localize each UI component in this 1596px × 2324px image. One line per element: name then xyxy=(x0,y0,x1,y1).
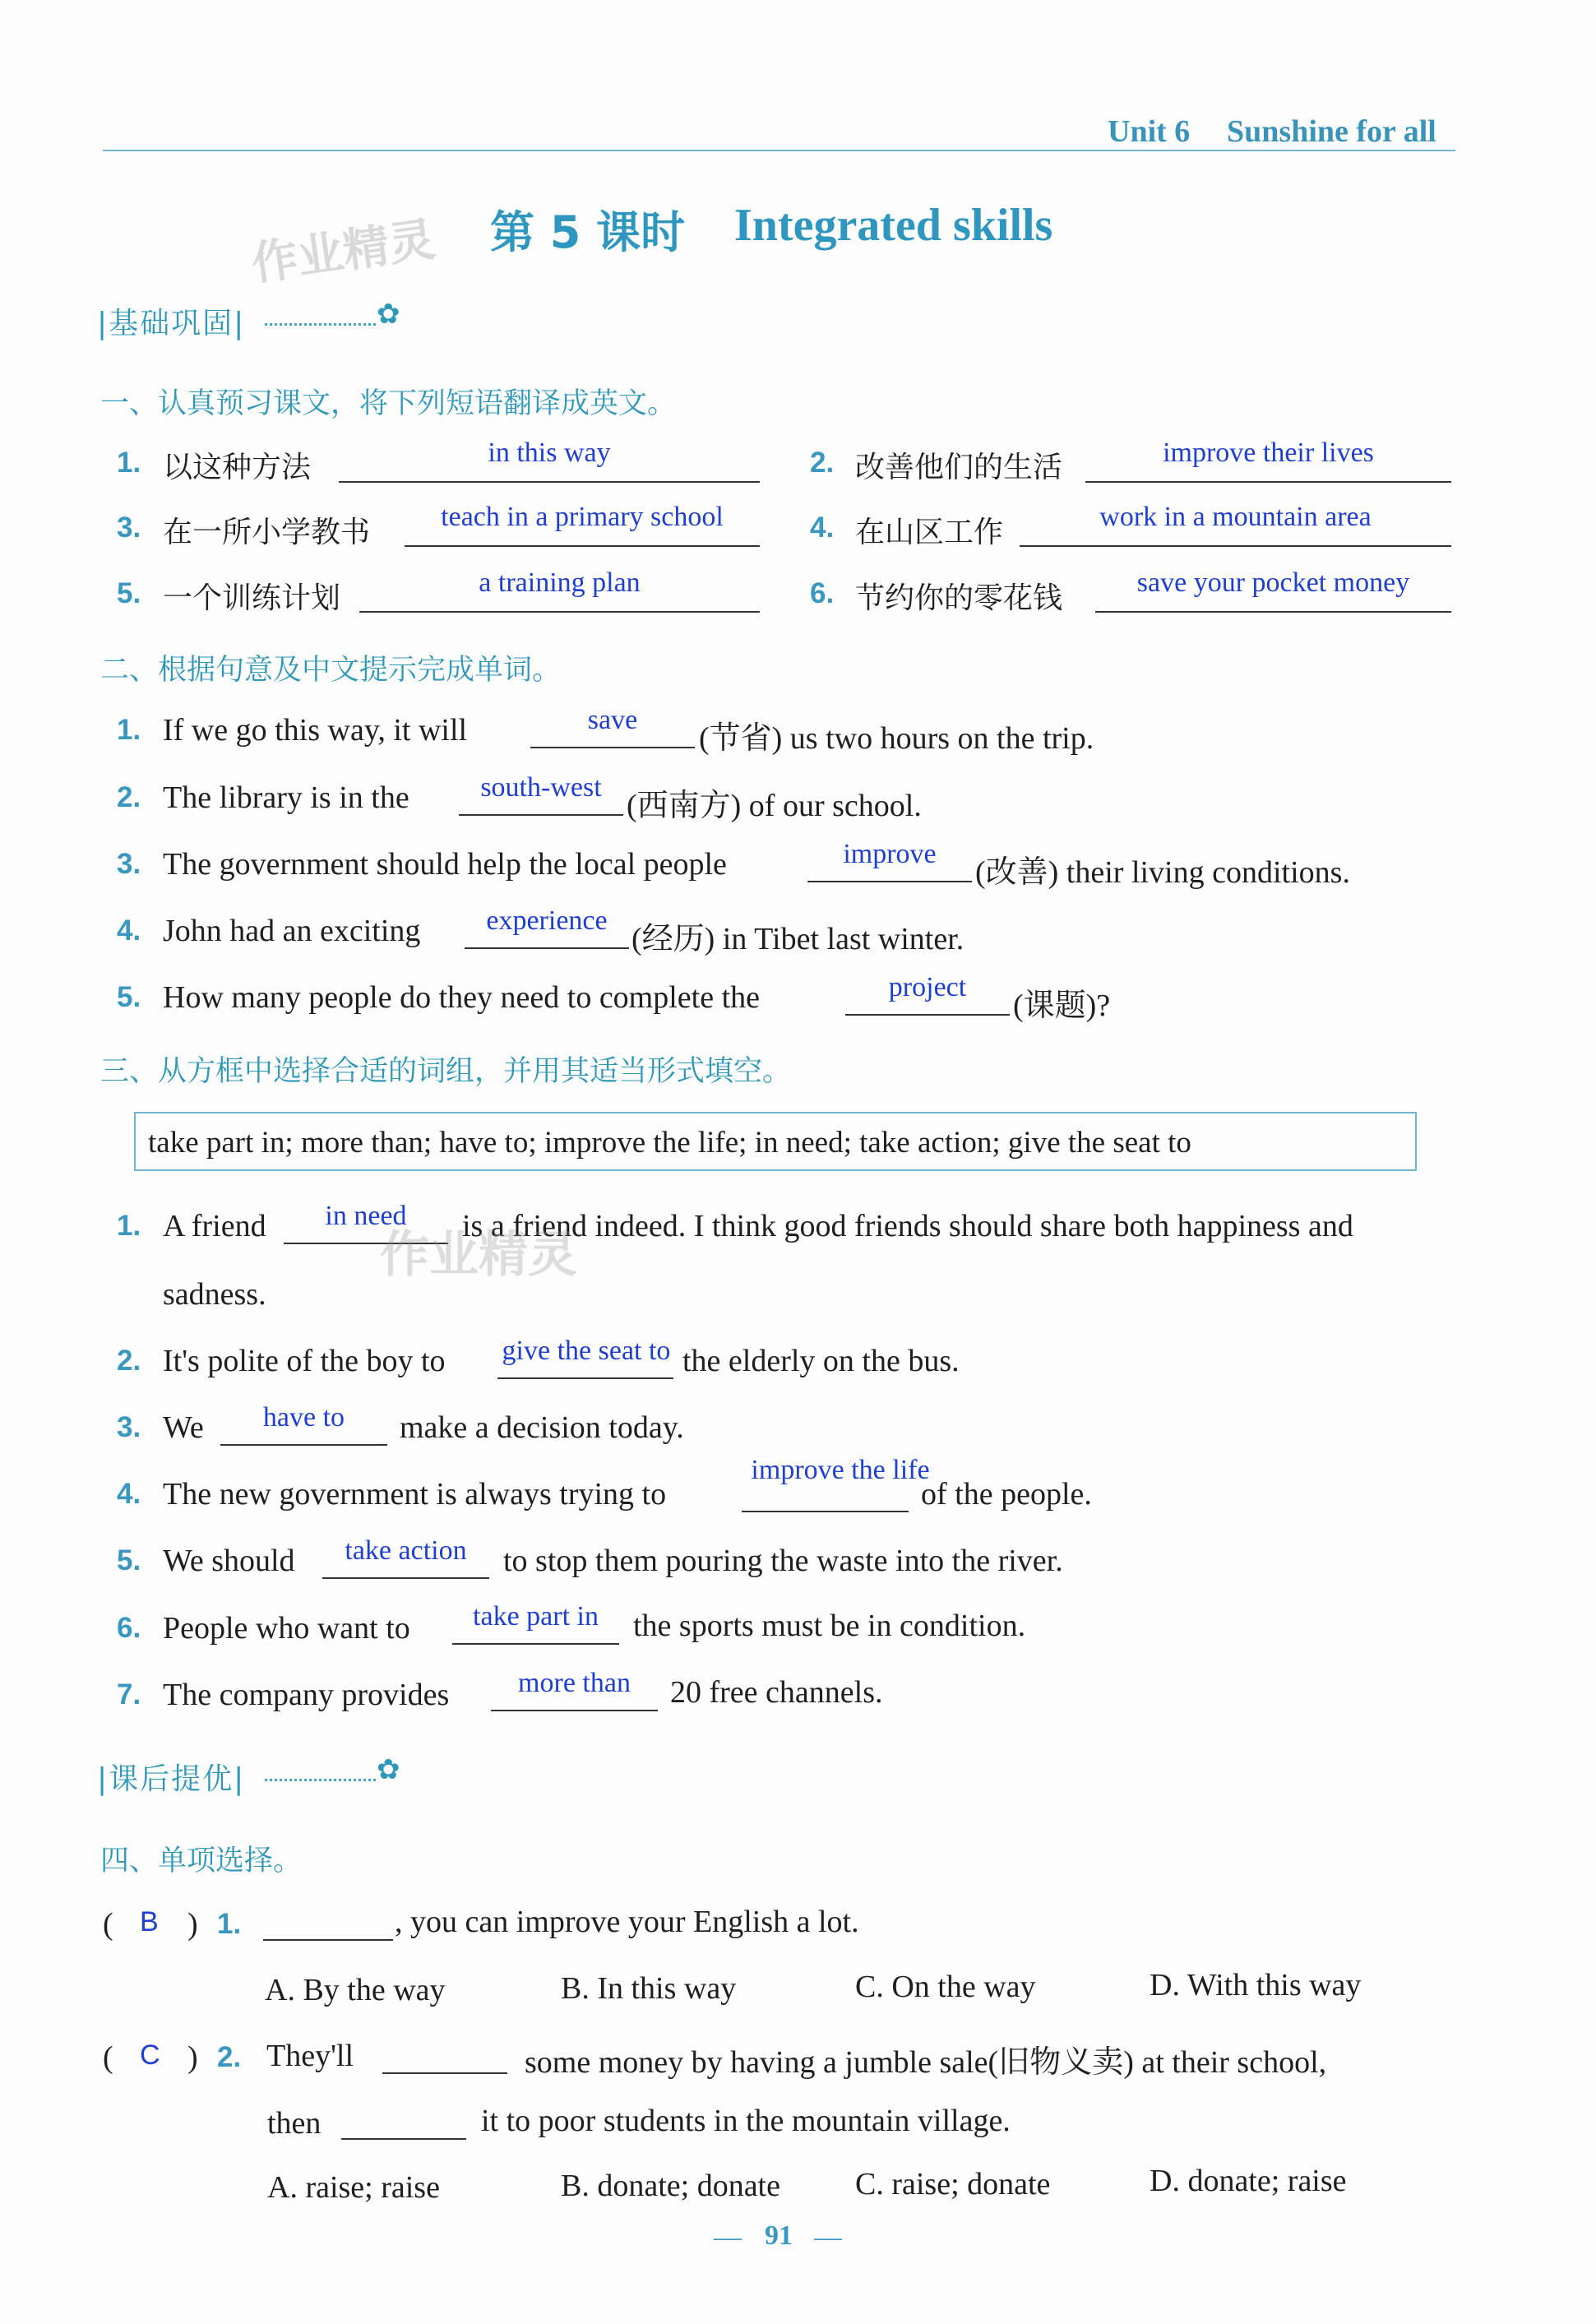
s3-answer: improve the life xyxy=(751,1455,930,1485)
q2-answer: C xyxy=(140,2039,160,2071)
s1-num: 5. xyxy=(117,577,141,609)
q2-pre: They'll xyxy=(266,2039,354,2073)
q1-answer: B xyxy=(140,1906,159,1937)
s3-text-post: is a friend indeed. I think good friends should share both happiness and xyxy=(462,1209,1353,1243)
s3-num: 7. xyxy=(117,1678,141,1711)
s2-num: 2. xyxy=(117,781,141,813)
s2-text-post: (课题)? xyxy=(1013,988,1111,1023)
s3-num: 6. xyxy=(117,1612,141,1644)
answer-blank xyxy=(405,545,760,547)
dotted-line xyxy=(265,323,376,326)
s3-answer: give the seat to xyxy=(502,1336,671,1366)
butterfly-icon: ✿ xyxy=(377,1753,400,1786)
answer-blank xyxy=(382,2072,507,2074)
s2-text-pre: If we go this way, it will xyxy=(163,713,468,748)
answer-blank xyxy=(530,747,695,748)
answer-blank xyxy=(339,481,760,483)
s3-answer: have to xyxy=(262,1402,345,1433)
answer-blank xyxy=(845,1014,1010,1016)
q1-paren: ) xyxy=(187,1907,198,1942)
s1-num: 6. xyxy=(810,577,835,609)
s3-text-post: 20 free channels. xyxy=(670,1675,883,1710)
s1-prompt: 节约你的零花钱 xyxy=(855,581,1063,615)
s3-text-pre: We should xyxy=(163,1544,295,1578)
s3-text-pre: The new government is always trying to xyxy=(163,1477,667,1512)
answer-blank xyxy=(359,611,760,613)
s3-num: 2. xyxy=(117,1345,141,1377)
s3-num: 1. xyxy=(117,1210,141,1242)
answer-blank xyxy=(1020,545,1451,547)
q2-line2-post: it to poor students in the mountain village. xyxy=(481,2104,1011,2138)
s2-num: 5. xyxy=(117,981,141,1013)
q1-option-c: C. On the way xyxy=(855,1970,1036,2004)
s1-answer: a training plan xyxy=(479,567,641,598)
q1-stem: , you can improve your English a lot. xyxy=(395,1905,859,1939)
s3-text-post: to stop them pouring the waste into the river. xyxy=(503,1544,1063,1578)
answer-blank xyxy=(807,881,972,882)
answer-blank xyxy=(742,1511,909,1512)
s3-text-pre: The company provides xyxy=(163,1678,450,1712)
answer-blank xyxy=(263,1939,393,1941)
section-tag-advanced: |课后提优| xyxy=(97,1762,246,1796)
butterfly-icon: ✿ xyxy=(377,298,400,331)
q1-option-a: A. By the way xyxy=(265,1973,446,2007)
q2-option-c: C. raise; donate xyxy=(855,2167,1051,2201)
s2-text-post: (改善) their living conditions. xyxy=(975,855,1350,890)
page-number: 91 xyxy=(765,2220,793,2251)
s1-prompt: 一个训练计划 xyxy=(163,581,341,615)
s3-text-pre: A friend xyxy=(163,1209,266,1243)
section2-heading: 二、根据句意及中文提示完成单词。 xyxy=(100,654,562,687)
q2-stem: some money by having a jumble sale(旧物义卖) at their school, xyxy=(525,2045,1327,2080)
answer-blank xyxy=(220,1444,387,1446)
s2-text-post: (节省) us two hours on the trip. xyxy=(699,721,1094,756)
s1-num: 3. xyxy=(117,512,141,544)
s2-text-pre: John had an exciting xyxy=(163,914,421,948)
s1-prompt: 在一所小学教书 xyxy=(163,516,371,549)
q2-option-d: D. donate; raise xyxy=(1150,2164,1347,2198)
s1-answer: work in a mountain area xyxy=(1099,502,1372,532)
s2-text-post: (西南方) of our school. xyxy=(627,789,922,823)
s2-answer: south-west xyxy=(480,772,602,803)
answer-blank xyxy=(491,1710,658,1711)
s3-text-cont: sadness. xyxy=(163,1277,266,1312)
dotted-line xyxy=(265,1779,376,1781)
s2-text-post: (经历) in Tibet last winter. xyxy=(631,922,965,956)
s2-num: 4. xyxy=(117,914,141,947)
s1-answer: teach in a primary school xyxy=(441,502,724,532)
q2-paren: ) xyxy=(187,2040,198,2075)
section1-heading: 一、认真预习课文，将下列短语翻译成英文。 xyxy=(100,387,677,420)
s1-num: 2. xyxy=(810,447,835,479)
q2-num: 2. xyxy=(217,2041,242,2073)
s3-answer: more than xyxy=(518,1668,631,1698)
q1-paren: ( xyxy=(103,1907,113,1942)
answer-blank xyxy=(459,814,623,816)
s3-num: 5. xyxy=(117,1544,141,1576)
s2-text-pre: The government should help the local people xyxy=(163,847,727,882)
q2-paren: ( xyxy=(103,2040,113,2075)
s3-answer: in need xyxy=(325,1201,407,1231)
answer-blank xyxy=(497,1377,673,1379)
s3-num: 3. xyxy=(117,1411,141,1443)
answer-blank xyxy=(452,1643,619,1645)
lesson-number: 第 5 课时 xyxy=(490,206,686,258)
s2-answer: experience xyxy=(486,905,608,936)
s3-text-pre: People who want to xyxy=(163,1611,410,1646)
lesson-title: Integrated skills xyxy=(734,200,1053,251)
s1-num: 4. xyxy=(810,512,835,544)
s1-answer: save your pocket money xyxy=(1136,567,1410,598)
s1-num: 1. xyxy=(117,447,141,479)
watermark-logo: 作业精灵 xyxy=(380,1226,577,1284)
q1-option-d: D. With this way xyxy=(1150,1968,1362,2002)
page-number-dash: — xyxy=(814,2222,842,2252)
q2-option-a: A. raise; raise xyxy=(267,2170,440,2205)
s1-prompt: 以这种方法 xyxy=(163,451,312,484)
q2-option-b: B. donate; donate xyxy=(561,2169,780,2203)
page-number-dash: — xyxy=(714,2222,742,2252)
answer-blank xyxy=(1085,481,1451,483)
s2-answer: save xyxy=(587,705,638,735)
s3-text-post: the elderly on the bus. xyxy=(682,1344,960,1378)
answer-blank xyxy=(1095,611,1451,613)
section3-heading: 三、从方框中选择合适的词组，并用其适当形式填空。 xyxy=(100,1055,792,1088)
s2-num: 1. xyxy=(117,714,141,746)
q1-num: 1. xyxy=(217,1908,242,1940)
s2-text-pre: The library is in the xyxy=(163,780,409,815)
s3-text-post: of the people. xyxy=(921,1477,1092,1512)
watermark-logo: 作业精灵 xyxy=(248,212,439,292)
answer-blank xyxy=(465,947,629,949)
answer-blank xyxy=(341,2138,466,2140)
s2-num: 3. xyxy=(117,848,141,880)
s1-prompt: 在山区工作 xyxy=(855,516,1004,549)
word-box-text: take part in; more than; have to; improve the life; in need; take action; give the seat to xyxy=(148,1126,1191,1160)
unit-label: Unit 6 xyxy=(1108,114,1191,149)
s3-text-post: make a decision today. xyxy=(400,1410,684,1445)
s3-num: 4. xyxy=(117,1478,141,1510)
section-tag-basic: |基础巩固| xyxy=(97,307,246,340)
s1-prompt: 改善他们的生活 xyxy=(855,451,1063,484)
s1-answer: in this way xyxy=(488,437,611,468)
s3-text-pre: It's polite of the boy to xyxy=(163,1344,446,1378)
s3-text-pre: We xyxy=(163,1410,204,1445)
s2-text-pre: How many people do they need to complete the xyxy=(163,980,761,1015)
s3-answer: take part in xyxy=(473,1601,599,1632)
s1-answer: improve their lives xyxy=(1163,437,1374,468)
s3-text-post: the sports must be in condition. xyxy=(633,1609,1026,1643)
s2-answer: project xyxy=(888,972,967,1002)
unit-title: Sunshine for all xyxy=(1227,114,1436,149)
section4-heading: 四、单项选择。 xyxy=(100,1845,303,1877)
answer-blank xyxy=(322,1577,489,1579)
s2-answer: improve xyxy=(843,839,937,869)
s3-answer: take action xyxy=(345,1535,467,1566)
header-rule xyxy=(103,150,1455,151)
q1-option-b: B. In this way xyxy=(561,1971,737,2006)
q2-line2-pre: then xyxy=(267,2106,322,2141)
